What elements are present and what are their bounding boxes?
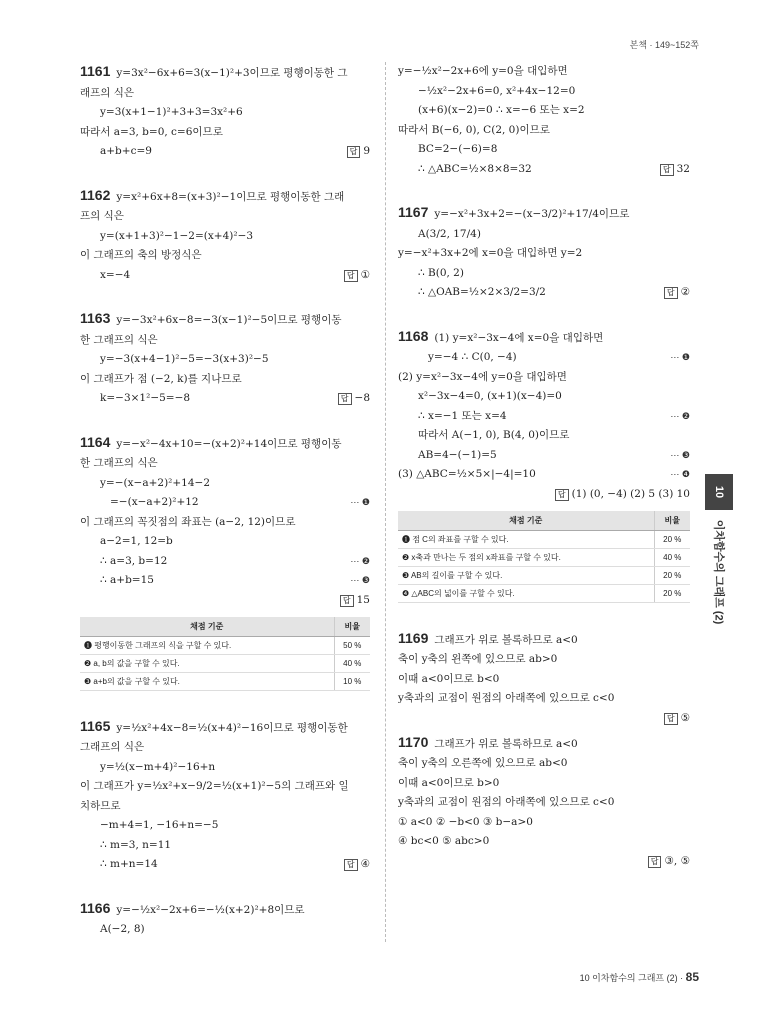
problem-number: 1162 — [80, 186, 111, 203]
line-text: 한 그래프의 식은 — [80, 333, 158, 346]
solution-line — [398, 670, 690, 690]
solution-line — [80, 899, 370, 921]
answer: 답 32 — [660, 160, 690, 180]
table-cell: ❹ △ABC의 넓이를 구할 수 있다. — [398, 584, 654, 602]
solution-line — [80, 103, 370, 123]
solution-line — [398, 465, 690, 485]
table-cell: 50 % — [334, 636, 370, 654]
solution-line — [398, 774, 690, 794]
problem-1166 — [80, 899, 370, 960]
line-text: y=−4 ∴ C(0, −4) — [428, 351, 517, 363]
line-text: ∴ m+n=14 — [100, 858, 158, 870]
solution-line — [398, 62, 690, 82]
answer-mark-icon: 답 — [340, 595, 354, 607]
solution-line — [398, 348, 690, 368]
solution-line — [80, 532, 370, 552]
line-text: y=−3x²+6x−8=−3(x−1)²−5이므로 평행이동 — [116, 314, 342, 326]
table-cell: 20 % — [654, 530, 690, 548]
solution-line — [80, 454, 370, 474]
step-marker: ⋯ ❸ — [670, 449, 690, 460]
solution-line — [398, 733, 690, 755]
table-cell: ❶ 평행이동한 그래프의 식을 구할 수 있다. — [80, 636, 334, 654]
column-divider — [385, 62, 386, 942]
solution-line — [80, 142, 370, 162]
problem-1165 — [80, 717, 370, 895]
problem-number: 1164 — [80, 433, 111, 450]
table-cell: 20 % — [654, 584, 690, 602]
line-text: 프의 식은 — [80, 210, 124, 222]
line-text: 이 그래프가 y=½x²+x−9/2=½(x+1)²−5의 그래프와 일 — [80, 780, 349, 792]
line-text: −½x²−2x+6=0, x²+4x−12=0 — [418, 84, 576, 97]
line-text: y=3x²−6x+6=3(x−1)²+3이므로 평행이동한 그 — [116, 67, 348, 79]
answer-mark-icon: 답 — [664, 287, 678, 299]
problem-1170 — [398, 733, 690, 872]
line-text: y=−x²+3x+2에 x=0을 대입하면 y=2 — [398, 247, 583, 259]
table-row — [80, 636, 370, 654]
line-text: a−2=1, 12=b — [100, 535, 173, 547]
line-text: 래프의 식은 — [80, 86, 135, 99]
answer-mark-icon: 답 — [347, 146, 361, 158]
line-text: 축이 y축의 오른쪽에 있으므로 ab<0 — [398, 757, 568, 769]
table-header: 채점 기준 — [398, 511, 654, 531]
problem-number: 1167 — [398, 204, 429, 220]
solution-line — [80, 266, 370, 286]
table-row — [398, 530, 690, 548]
line-text: 따라서 B(−6, 0), C(2, 0)이므로 — [398, 123, 550, 136]
line-text: y=−3(x+4−1)²−5=−3(x+3)²−5 — [100, 353, 269, 365]
solution-line — [398, 140, 690, 160]
line-text: 이때 a<0이므로 b>0 — [398, 776, 500, 789]
problem-1163 — [80, 309, 370, 429]
solution-line — [398, 225, 690, 245]
line-text: y=−½x²−2x+6에 y=0을 대입하면 — [398, 65, 568, 77]
solution-line — [398, 813, 690, 833]
solution-line — [398, 283, 690, 303]
problem-number: 1169 — [398, 629, 429, 646]
line-text: (1) y=x²−3x−4에 x=0을 대입하면 — [434, 331, 604, 344]
solution-line — [398, 101, 690, 121]
problem-number: 1168 — [398, 327, 429, 344]
table-cell: 40 % — [334, 654, 370, 672]
line-text: 따라서 a=3, b=0, c=6이므로 — [80, 125, 223, 138]
step-marker: ⋯ ❶ — [670, 352, 690, 362]
solution-line — [398, 629, 690, 651]
grading-table-1168 — [398, 511, 690, 603]
line-text: −m+4=1, −16+n=−5 — [100, 819, 219, 831]
line-text: BC=2−(−6)=8 — [418, 143, 498, 155]
line-text: y=(x+1+3)²−1−2=(x+4)²−3 — [100, 229, 254, 242]
line-text: y=½(x−m+4)²−16+n — [100, 760, 216, 773]
line-text: (x+6)(x−2)=0 ∴ x=−6 또는 x=2 — [418, 104, 585, 116]
solution-line — [398, 264, 690, 284]
line-text: y=½x²+4x−8=½(x+4)²−16이므로 평행이동한 — [116, 721, 348, 734]
table-cell: ❶ 점 C의 좌표를 구할 수 있다. — [398, 530, 654, 548]
solution-line — [80, 738, 370, 758]
solution-line — [80, 797, 370, 817]
footer-chapter: 10 이차함수의 그래프 (2) · — [579, 973, 684, 983]
line-text: y=−½x²−2x+6=−½(x+2)²+8이므로 — [116, 903, 305, 916]
step-marker: ⋯ ❷ — [670, 410, 690, 421]
table-cell: ❷ x축과 만나는 두 점의 x좌표를 구할 수 있다. — [398, 548, 654, 566]
solution-line — [80, 777, 370, 797]
line-text: ∴ x=−1 또는 x=4 — [418, 409, 507, 422]
answer-mark-icon: 답 — [338, 393, 352, 405]
step-marker: ⋯ ❶ — [350, 497, 370, 507]
line-text: y=−x²+3x+2=−(x−3/2)²+17/4이므로 — [434, 208, 630, 220]
problem-1169 — [398, 629, 690, 729]
line-text: y축과의 교점이 원점의 아래쪽에 있으므로 c<0 — [398, 692, 615, 704]
line-text: 이 그래프의 꼭짓점의 좌표는 (a−2, 12)이므로 — [80, 515, 296, 528]
solution-line — [80, 816, 370, 836]
table-cell: 20 % — [654, 566, 690, 584]
solution-line — [398, 793, 690, 813]
answer-mark-icon: 답 — [660, 164, 674, 176]
problem-number: 1166 — [80, 899, 111, 916]
line-text: x²−3x−4=0, (x+1)(x−4)=0 — [418, 390, 562, 402]
problem-1167 — [398, 203, 690, 323]
solution-line — [398, 327, 690, 349]
solution-line — [398, 368, 690, 388]
solution-line — [80, 309, 370, 331]
solution-line — [398, 82, 690, 102]
line-text: 축이 y축의 왼쪽에 있으므로 ab>0 — [398, 653, 558, 665]
problem-1164 — [80, 433, 370, 611]
solution-line — [398, 650, 690, 670]
line-text: ∴ △OAB=½×2×3/2=3/2 — [418, 286, 546, 298]
solution-line — [80, 123, 370, 143]
solution-line — [398, 446, 690, 466]
line-text: 치하므로 — [80, 799, 121, 812]
solution-line — [80, 207, 370, 227]
solution-line — [80, 186, 370, 208]
step-marker: ⋯ ❷ — [350, 555, 370, 566]
solution-line — [398, 754, 690, 774]
table-row — [80, 654, 370, 672]
right-column — [398, 62, 690, 876]
table-header: 채점 기준 — [80, 617, 334, 637]
page-header: 본책 · 149~152쪽 — [629, 40, 699, 50]
table-cell: ❸ AB의 길이를 구할 수 있다. — [398, 566, 654, 584]
solution-line — [80, 433, 370, 455]
solution-line — [398, 832, 690, 852]
line-text: 따라서 A(−1, 0), B(4, 0)이므로 — [418, 429, 570, 441]
solution-line — [398, 244, 690, 264]
line-text: k=−3×1²−5=−8 — [100, 392, 191, 404]
solution-line — [80, 855, 370, 875]
problem-1168 — [398, 327, 690, 505]
table-cell: ❷ a, b의 값을 구할 수 있다. — [80, 654, 334, 672]
table-row — [398, 584, 690, 602]
line-text: ∴ B(0, 2) — [418, 266, 464, 279]
answer-mark-icon: 답 — [344, 270, 358, 282]
solution-line — [398, 387, 690, 407]
line-text: y=−(x−a+2)²+14−2 — [100, 476, 211, 489]
solution-line — [80, 836, 370, 856]
line-text: a+b+c=9 — [100, 145, 152, 157]
answer: 답 ① — [344, 266, 370, 286]
chapter-tab[interactable]: 10 — [705, 474, 733, 510]
solution-line — [80, 552, 370, 572]
line-text: AB=4−(−1)=5 — [418, 448, 497, 461]
table-row — [80, 672, 370, 690]
solution-line — [80, 246, 370, 266]
solution-line — [398, 121, 690, 141]
answer-mark-icon: 답 — [664, 713, 678, 725]
page-number: 85 — [685, 970, 699, 984]
solution-line — [80, 920, 370, 940]
answer: 답 ④ — [344, 855, 370, 875]
solution-line — [80, 513, 370, 533]
answer-mark-icon: 답 — [344, 859, 358, 871]
problem-number: 1163 — [80, 310, 111, 326]
line-text: (3) △ABC=½×5×|−4|=10 — [398, 468, 536, 480]
table-header: 비율 — [334, 617, 370, 637]
solution-line — [398, 689, 690, 709]
line-text: y=−x²−4x+10=−(x+2)²+14이므로 평행이동 — [116, 437, 342, 450]
answer: 답 ② — [664, 283, 690, 303]
line-text: 한 그래프의 식은 — [80, 457, 158, 469]
line-text: 그래프가 위로 볼록하므로 a<0 — [434, 737, 578, 750]
solution-line — [80, 571, 370, 591]
line-text: y축과의 교점이 원점의 아래쪽에 있으므로 c<0 — [398, 796, 615, 808]
answer: 답 15 — [340, 591, 370, 611]
answer: 답 (1) (0, −4) (2) 5 (3) 10 — [555, 485, 690, 505]
solution-line — [80, 493, 370, 513]
line-text: y=3(x+1−1)²+3+3=3x²+6 — [100, 106, 243, 118]
line-text: 그래프가 위로 볼록하므로 a<0 — [434, 633, 578, 646]
answer: 답 ⑤ — [664, 709, 690, 729]
table-cell: ❸ a+b의 값을 구할 수 있다. — [80, 672, 334, 690]
line-text: =−(x−a+2)²+12 — [110, 496, 199, 508]
solution-line — [80, 350, 370, 370]
line-text: ∴ a+b=15 — [100, 574, 154, 586]
grading-table-1164 — [80, 617, 370, 691]
solution-line — [80, 370, 370, 390]
answer-mark-icon: 답 — [555, 489, 569, 501]
answer: 답 −8 — [338, 389, 370, 409]
solution-line — [80, 227, 370, 247]
step-marker: ⋯ ❹ — [670, 469, 690, 479]
problem-1162 — [80, 186, 370, 306]
page-footer — [580, 970, 699, 984]
step-marker: ⋯ ❸ — [350, 575, 370, 585]
problem-number: 1165 — [80, 717, 111, 734]
table-cell: 40 % — [654, 548, 690, 566]
line-text: 이때 a<0이므로 b<0 — [398, 672, 500, 685]
line-text: (2) y=x²−3x−4에 y=0을 대입하면 — [398, 370, 567, 383]
answer: 답 9 — [347, 142, 370, 162]
answer-mark-icon: 답 — [648, 856, 662, 868]
line-text: y=x²+6x+8=(x+3)²−1이므로 평행이동한 그래 — [116, 190, 345, 203]
table-cell: 10 % — [334, 672, 370, 690]
solution-line — [80, 717, 370, 739]
line-text: 그래프의 식은 — [80, 741, 145, 753]
solution-line — [398, 407, 690, 427]
problem-number: 1161 — [80, 63, 111, 79]
solution-line — [80, 331, 370, 351]
solution-line — [80, 474, 370, 494]
chapter-title-vertical: 이차함수의 그래프 (2) — [712, 519, 725, 625]
table-header: 비율 — [654, 511, 690, 531]
line-text: ∴ m=3, n=11 — [100, 838, 172, 851]
answer: 답 ③, ⑤ — [648, 852, 690, 872]
solution-line — [80, 758, 370, 778]
problem-cont — [398, 62, 690, 199]
line-text: A(3/2, 17/4) — [418, 227, 481, 240]
line-text: 이 그래프의 축의 방정식은 — [80, 249, 202, 261]
problem-number: 1170 — [398, 733, 429, 750]
line-text: ④ bc<0 ⑤ abc>0 — [398, 835, 490, 847]
line-text: x=−4 — [100, 268, 131, 281]
table-row — [398, 566, 690, 584]
line-text: ① a<0 ② −b<0 ③ b−a>0 — [398, 815, 533, 828]
solution-line — [398, 160, 690, 180]
left-column — [80, 62, 370, 964]
line-text: ∴ △ABC=½×8×8=32 — [418, 162, 532, 175]
line-text: A(−2, 8) — [100, 923, 145, 935]
problem-1161 — [80, 62, 370, 182]
solution-line — [398, 426, 690, 446]
solution-line — [80, 389, 370, 409]
table-row — [398, 548, 690, 566]
solution-line — [80, 62, 370, 84]
line-text: 이 그래프가 점 (−2, k)를 지나므로 — [80, 372, 242, 385]
line-text: ∴ a=3, b=12 — [100, 554, 168, 567]
solution-line — [398, 203, 690, 225]
solution-line — [80, 84, 370, 104]
